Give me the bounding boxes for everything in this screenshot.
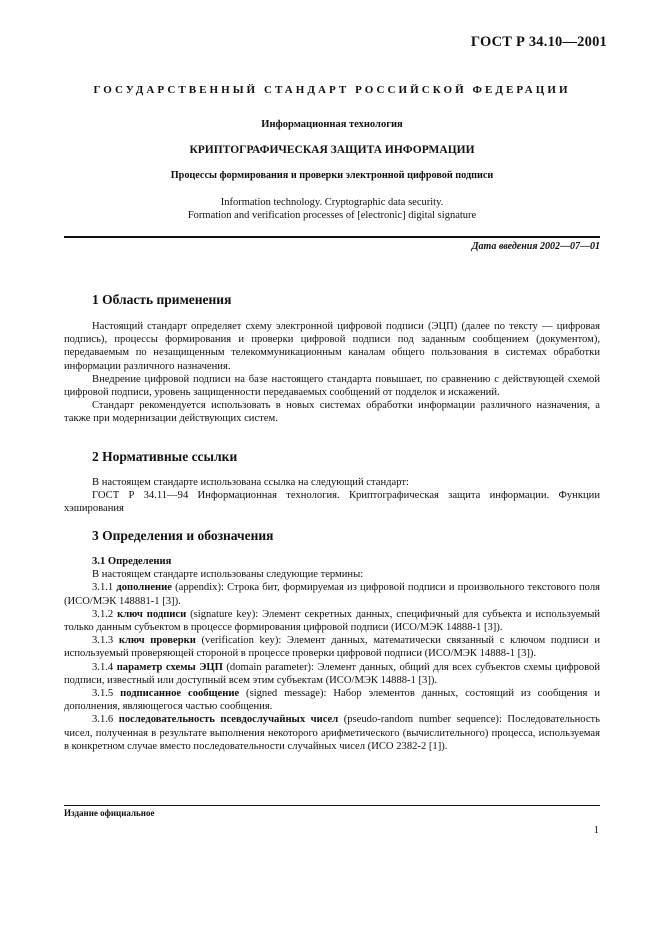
definition-item xyxy=(64,661,600,687)
definition-text: (pseudo-random number sequence): Последовательность чисел, полученная в результате выполнения некоторого арифметического (вычислительного) процесса, используемая в конкретном случае вместо последовательности случайных чисел (ИСО 2382-2 [1]). xyxy=(64,714,600,752)
section-1-heading: 1 Область применения xyxy=(92,292,232,307)
definition-number: 3.1.2 xyxy=(92,608,114,620)
footer-divider xyxy=(64,805,600,806)
definition-item xyxy=(64,634,600,660)
section-2-body xyxy=(64,476,600,516)
definitions-subheading: 3.1 Определения xyxy=(92,556,172,567)
english-title xyxy=(64,196,600,222)
definition-text: (signed message): Набор элементов данных, состоящий из сообщения и дополнения, являющегося частью сообщения. xyxy=(64,688,600,713)
page-number: 1 xyxy=(593,825,599,836)
definition-item xyxy=(64,713,600,753)
definition-text: (signature key): Элемент секретных данных, специфичный для субъекта и используемый только данным субъектом в процессе формирования цифровой подписи (ИСО/МЭК 14888-1 [3]). xyxy=(64,608,600,634)
paragraph: Настоящий стандарт определяет схему электронной цифровой подписи (ЭЦП) (далее по тексту — цифровая подпись), процессы формирования и проверки цифровой подписи под заданным сообщением (документом), передаваемым по незащищенным телекоммуникационным каналам общего пользования в системах обработки информации различного назначения. xyxy=(64,321,600,372)
definition-term: ключ подписи xyxy=(117,608,187,620)
definition-text: (domain parameter): Элемент данных, общий для всех субъектов схемы цифровой подписи, известный или доступный всем этим субъектам (ИСО/МЭК 14888-1 [3]). xyxy=(64,661,600,686)
definition-item xyxy=(64,608,600,634)
section-3-heading: 3 Определения и обозначения xyxy=(92,528,274,543)
it-title: Информационная технология xyxy=(261,119,403,130)
gost-identifier: ГОСТ Р 34.10—2001 xyxy=(470,34,607,50)
definition-number: 3.1.4 xyxy=(92,661,114,673)
definition-term: параметр схемы ЭЦП xyxy=(116,661,223,673)
state-standard-title: ГОСУДАРСТВЕННЫЙ СТАНДАРТ РОССИЙСКОЙ ФЕДЕРАЦИИ xyxy=(93,84,571,96)
definition-term: ключ проверки xyxy=(118,635,196,647)
definition-number: 3.1.1 xyxy=(92,582,114,594)
definition-number: 3.1.5 xyxy=(92,688,114,700)
definitions-intro: В настоящем стандарте использованы следующие термины: xyxy=(92,569,364,581)
definition-text: (verification key): Элемент данных, математически связанный с ключом подписи и используемый проверяющей стороной в процессе проверки цифровой подписи (ИСО/МЭК 14888-1 [3]). xyxy=(64,635,600,660)
section-1-body xyxy=(64,320,600,426)
paragraph: В настоящем стандарте использована ссылка на следующий стандарт: xyxy=(92,477,409,488)
definition-number: 3.1.3 xyxy=(92,635,114,647)
definition-term: последовательность псевдослучайных чисел xyxy=(118,714,339,726)
english-title-line-1: Information technology. Cryptographic data security. xyxy=(220,197,444,208)
section-2-heading: 2 Нормативные ссылки xyxy=(92,449,238,464)
english-title-line-2: Formation and verification processes of [electronic] digital signature xyxy=(187,210,477,221)
paragraph: Внедрение цифровой подписи на базе настоящего стандарта повышает, по сравнению с действующей схемой цифровой подписи, уровень защищенности передаваемых сообщений от подделок и искажений. xyxy=(64,373,600,399)
definition-text: (appendix): Строка бит, формируемая из цифровой подписи и произвольного текстового поля (ИСО/МЭК 148881-1 [3]). xyxy=(64,582,600,607)
definition-item xyxy=(64,687,600,713)
process-title: Процессы формирования и проверки электронной цифровой подписи xyxy=(170,170,494,181)
paragraph: ГОСТ Р 34.11—94 Информационная технология. Криптографическая защита информации. Функции хэширования xyxy=(64,490,600,515)
definition-term: дополнение xyxy=(116,582,172,594)
definition-item xyxy=(64,581,600,607)
definition-number: 3.1.6 xyxy=(92,714,114,726)
official-edition-label: Издание официальное xyxy=(64,808,155,818)
header-divider xyxy=(64,236,600,238)
paragraph: Стандарт рекомендуется использовать в новых системах обработки информации различного назначения, а также при модернизации действующих систем. xyxy=(64,400,600,425)
definition-term: подписанное сообщение xyxy=(120,688,240,700)
introduction-date: Дата введения 2002—07—01 xyxy=(471,241,600,252)
section-3-body xyxy=(64,555,600,753)
crypto-title: КРИПТОГРАФИЧЕСКАЯ ЗАЩИТА ИНФОРМАЦИИ xyxy=(189,144,475,156)
